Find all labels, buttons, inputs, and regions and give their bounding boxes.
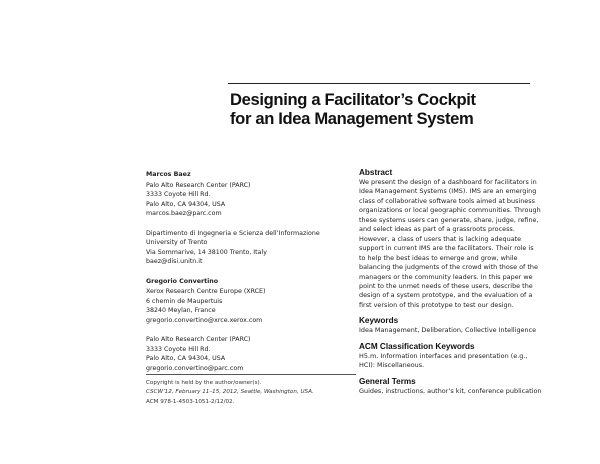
abstract-line: managers or the community leaders. In this paper we <box>359 272 533 281</box>
affiliation-line: Palo Alto Research Center (PARC) <box>146 336 251 344</box>
acm-classification-heading: ACM Classification Keywords <box>359 341 475 351</box>
abstract-line: and select ideas as part of a grassroots process. <box>359 225 515 234</box>
affiliation-line: Palo Alto Research Center (PARC) <box>146 181 251 189</box>
copyright-rule <box>146 374 356 375</box>
acm-classification-line: HCI): Miscellaneous. <box>359 361 425 370</box>
author-column <box>146 170 346 373</box>
author-email: gregorio.convertino@parc.com <box>146 364 244 372</box>
copyright-notice <box>146 379 356 407</box>
title-rule <box>228 83 530 84</box>
abstract-body <box>359 178 559 310</box>
abstract-line: balancing the judgments of the crowd with those of the <box>359 263 538 272</box>
author-email: gregorio.convertino@xrce.xerox.com <box>146 316 263 324</box>
abstract-line: Idea Management Systems (IMS). IMS are an emerging <box>359 187 537 196</box>
affiliation-line: Palo Alto, CA 94304, USA <box>146 200 226 208</box>
abstract-column <box>359 168 559 396</box>
author-block-baez-trento <box>146 229 346 267</box>
abstract-line: organizations or local geographic communities. Through <box>359 206 541 215</box>
title-line-2: for an Idea Management System <box>230 109 474 128</box>
affiliation-line: 38240 Meylan, France <box>146 307 216 315</box>
title-line-1: Designing a Facilitator’s Cockpit <box>230 90 476 109</box>
abstract-line: support in current IMS are the facilitators. Their role is <box>359 244 534 253</box>
author-email: baez@disi.unitn.it <box>146 258 203 266</box>
abstract-line: class of collaborative software tools aimed at business <box>359 196 535 205</box>
affiliation-line: University of Trento <box>146 239 208 247</box>
acm-classification-body <box>359 352 559 371</box>
abstract-line: first version of this prototype to test our design. <box>359 300 514 309</box>
abstract-line: We present the design of a dashboard for facilitators in <box>359 178 537 186</box>
abstract-line: However, a class of users that is lacking adequate <box>359 234 522 243</box>
affiliation-line: 3333 Coyote Hill Rd. <box>146 345 211 353</box>
venue-line: CSCW’12, February 11–15, 2012, Seattle, Washington, USA. <box>146 389 314 396</box>
author-block-baez <box>146 170 346 219</box>
abstract-line: these systems users can generate, share, judge, refine, <box>359 215 539 224</box>
affiliation-line: 3333 Coyote Hill Rd. <box>146 191 211 199</box>
author-block-convertino <box>146 277 346 326</box>
abstract-line: point to the unmet needs of these users, describe the <box>359 281 533 290</box>
affiliation-line: 6 chemin de Maupertuis <box>146 297 223 305</box>
abstract-line: design of a system prototype, and the evaluation of a <box>359 291 533 300</box>
author-name: Marcos Baez <box>146 171 191 178</box>
affiliation-line: Dipartimento di Ingegneria e Scienza dell’Informazione <box>146 229 320 237</box>
keywords-heading: Keywords <box>359 316 399 326</box>
affiliation-line: Via Sommarive, 14 38100 Trento, Italy <box>146 248 267 256</box>
author-email: marcos.baez@parc.com <box>146 210 222 218</box>
keywords-body <box>359 326 559 335</box>
isbn-line: ACM 978-1-4503-1051-2/12/02. <box>146 398 235 405</box>
general-terms-heading: General Terms <box>359 376 416 386</box>
author-block-convertino-parc <box>146 335 346 373</box>
affiliation-line: Xerox Research Centre Europe (XRCE) <box>146 288 266 296</box>
abstract-line: to help the best ideas to emerge and grow, while <box>359 253 518 262</box>
general-terms-line: Guides, instructions, author’s kit, conference publication <box>359 386 542 395</box>
acm-classification-line: H5.m. Information interfaces and presentation (e.g., <box>359 351 528 360</box>
affiliation-line: Palo Alto, CA 94304, USA <box>146 355 226 363</box>
paper-title <box>230 90 570 128</box>
abstract-heading: Abstract <box>359 168 393 177</box>
copyright-line: Copyright is held by the author/owner(s). <box>146 380 262 386</box>
author-name: Gregorio Convertino <box>146 277 219 285</box>
general-terms-body <box>359 387 559 396</box>
keywords-line: Idea Management, Deliberation, Collective Intelligence <box>359 326 537 335</box>
